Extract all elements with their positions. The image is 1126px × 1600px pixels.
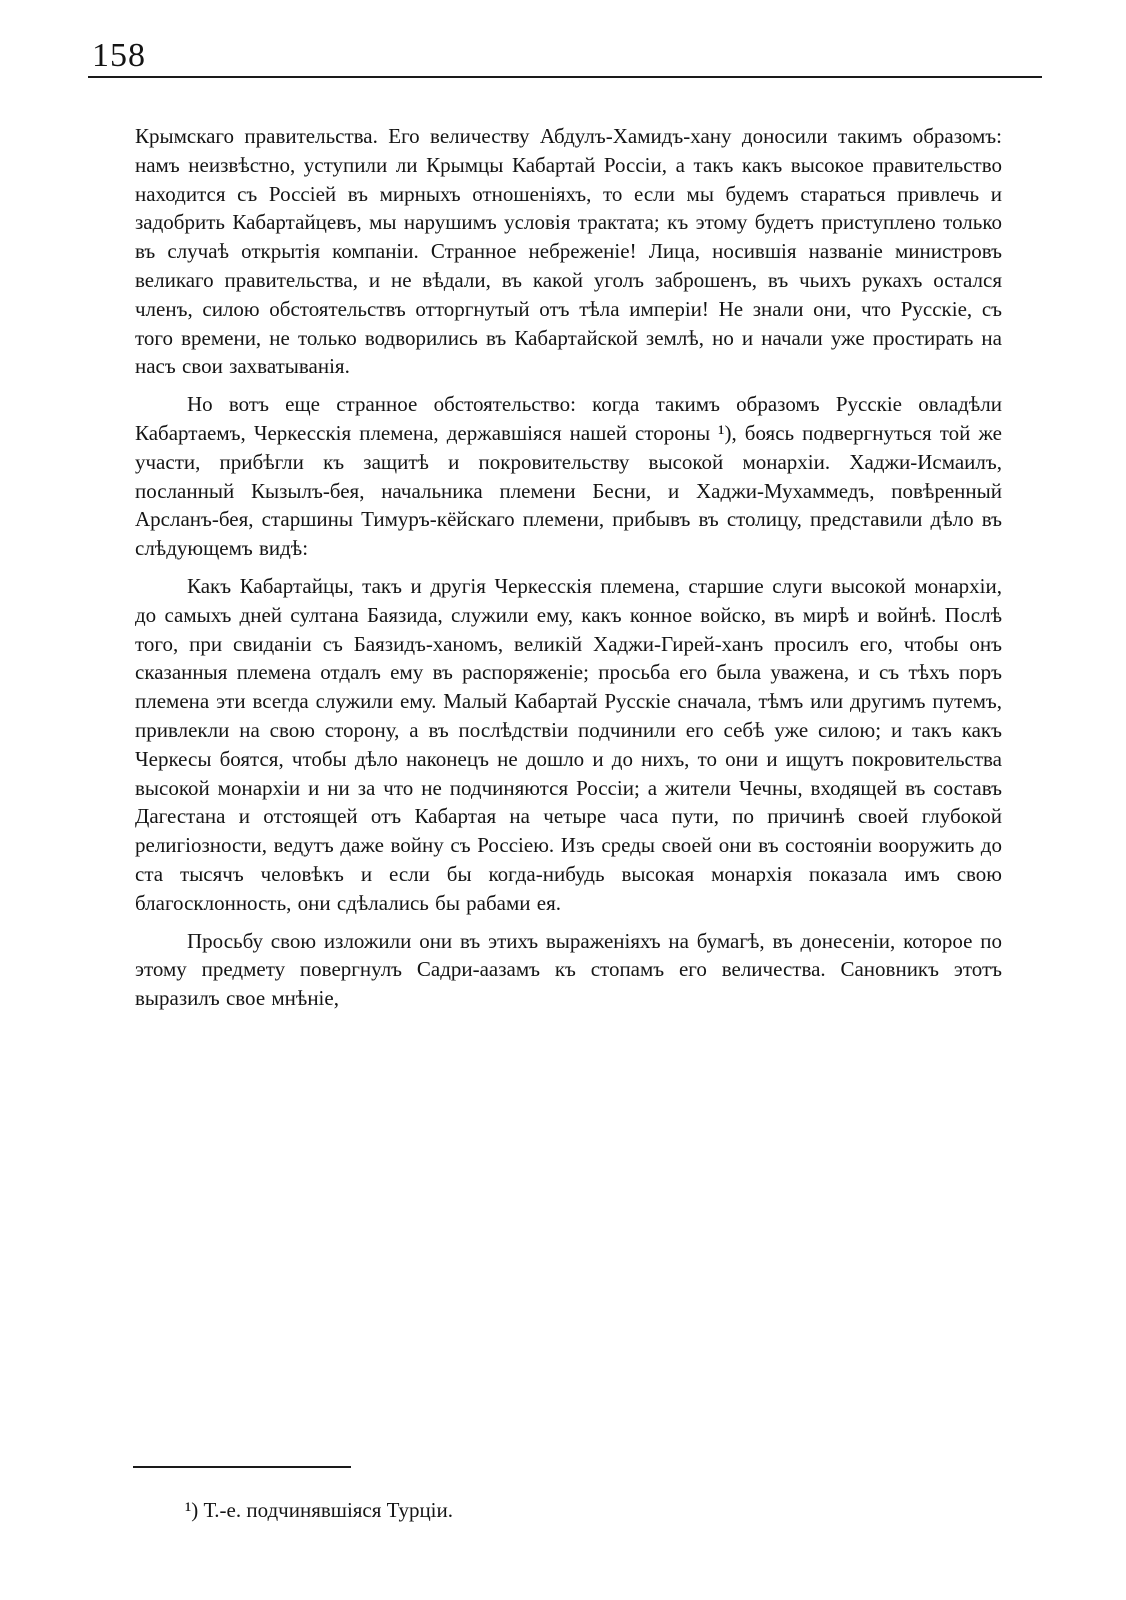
footnote-text: Т.-е. подчинявшіяся Турціи. xyxy=(203,1498,454,1522)
paragraph-4: Просьбу свою изложили они въ этихъ выраженіяхъ на бумагѣ, въ донесеніи, которое по этому предмету повергнулъ Садри-аазамъ къ стопамъ его величества. Сановникъ этотъ выразилъ свое мнѣніе, xyxy=(135,928,1002,1011)
header-rule xyxy=(88,76,1042,78)
paragraph-1: Крымскаго правительства. Его величеству Абдулъ-Хамидъ-хану доносили такимъ образомъ: намъ неизвѣстно, уступили ли Крымцы Кабартай Россіи, а такъ какъ высокое правительство находится съ Россіей въ мирныхъ отношеніяхъ, то если мы будемъ стараться привлечь и задобрить Кабартайцевъ, мы нарушимъ условія трактата; къ этому будетъ приступлено только въ случаѣ открытія компаніи. Странное небреженіе! Лица, носившія названіе министровъ великаго правительства, и не вѣдали, въ какой уголъ заброшенъ, въ чьихъ рукахъ остался членъ, силою обстоятельствъ отторгнутый отъ тѣла имперіи! Не знали они, что Русскіе, съ того времени, не только водворились въ Кабартайской землѣ, но и начали уже простирать на насъ свои захватыванія. xyxy=(135,124,1002,379)
paragraph-2: Но вотъ еще странное обстоятельство: когда такимъ образомъ Русскіе овладѣли Кабартаемъ, Черкесскія племена, державшіяся нашей стороны ¹), боясь подвергнуться той же участи, прибѣгли къ защитѣ и покровительству высокой монархіи. Хаджи-Исмаилъ, посланный Кызылъ-бея, начальника племени Бесни, и Хаджи-Мухаммедъ, повѣренный Арсланъ-бея, старшины Тимуръ-кёйскаго племени, прибывъ въ столицу, представили дѣло въ слѣдующемъ видѣ: xyxy=(135,392,1002,561)
paragraph-3: Какъ Кабартайцы, такъ и другія Черкесскія племена, старшие слуги высокой монархіи, до самыхъ дней султана Баязида, служили ему, какъ конное войско, въ мирѣ и войнѣ. Послѣ того, при свиданіи съ Баязидъ-ханомъ, великій Хаджи-Гирей-ханъ просилъ его, чтобы онъ сказанныя племена отдалъ ему въ распоряженіе; просьба его была уважена, и съ тѣхъ поръ племена эти всегда служили ему. Малый Кабартай Русскіе сначала, тѣмъ или другимъ путемъ, привлекли на свою сторону, а въ послѣдствіи подчинили его себѣ уже силою; и такъ какъ Черкесы боятся, чтобы дѣло наконецъ не дошло и до нихъ, то они и ищутъ покровительства высокой монархіи и ни за что не подчиняются Россіи; а жители Чечны, входящей въ составъ Дагестана и отстоящей отъ Кабартая на четыре часа пути, по причинѣ своей глубокой религіозности, ведутъ даже войну съ Россіею. Изъ среды своей они въ состояніи вооружить до ста тысячъ человѣкъ и если бы когда-нибудь высокая монархія показала имъ свою благосклонность, они сдѣлались бы рабами ея. xyxy=(135,573,1002,915)
page-number: 158 xyxy=(92,37,146,74)
footnote xyxy=(185,1496,453,1524)
footnote-rule xyxy=(133,1466,351,1468)
main-text xyxy=(135,122,1002,1022)
footnote-marker: ¹) xyxy=(185,1498,199,1522)
